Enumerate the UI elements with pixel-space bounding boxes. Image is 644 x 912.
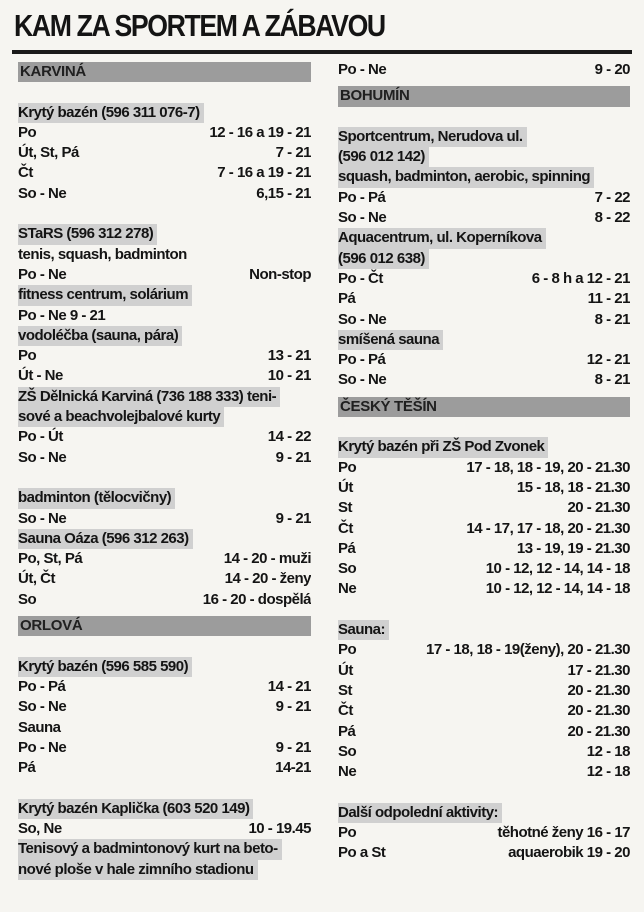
row-label: (596 012 638) [338, 249, 429, 269]
row-label: Krytý bazén Kaplička (603 520 149) [18, 799, 253, 819]
row-label: tenis, squash, badminton [18, 245, 187, 263]
row-label: nové ploše v hale zimního stadionu [18, 860, 258, 880]
row-hours: 14 - 20 - muži [223, 550, 311, 568]
section-heading: KARVINÁ [18, 62, 311, 82]
venue-header-line [338, 147, 630, 167]
row-hours: těhotné ženy 16 - 17 [497, 823, 630, 841]
row-hours: 20 - 21.30 [567, 681, 630, 699]
row-label: (596 012 142) [338, 147, 429, 167]
row-label: Čt [18, 164, 33, 182]
row-hours: 9 - 21 [275, 698, 311, 716]
row-hours: 10 - 12, 12 - 14, 14 - 18 [485, 580, 630, 598]
row-label: St [338, 681, 352, 699]
venue-header-line [18, 799, 311, 819]
venue-header-line [338, 620, 630, 640]
row-label: So - Ne [18, 448, 67, 466]
row-hours: 14 - 20 - ženy [224, 570, 311, 588]
schedule-row [18, 677, 311, 697]
schedule-row [338, 498, 630, 518]
row-label: So - Ne [338, 310, 387, 328]
row-label: Út [338, 661, 353, 679]
spacer [18, 636, 311, 656]
row-hours: 8 - 21 [594, 310, 630, 328]
row-label: So - Ne [18, 698, 67, 716]
schedule-row [18, 590, 311, 610]
spacer [18, 778, 311, 798]
row-label: smíšená sauna [338, 330, 443, 350]
row-label: Po - Ne [338, 61, 387, 78]
row-label: fitness centrum, solárium [18, 285, 192, 305]
schedule-row [338, 579, 630, 599]
row-label: Po - Pá [338, 351, 386, 369]
row-label: So - Ne [18, 184, 67, 202]
spacer [18, 610, 311, 614]
row-hours: 8 - 21 [594, 371, 630, 389]
section-heading: BOHUMÍN [338, 86, 630, 106]
schedule-row [18, 123, 311, 143]
row-label: Po - Út [18, 428, 63, 446]
schedule-row [338, 350, 630, 370]
row-hours: 14 - 22 [267, 428, 311, 446]
schedule-row [18, 549, 311, 569]
row-label: So - Ne [338, 209, 387, 227]
schedule-row [338, 823, 630, 843]
row-label: Po [18, 347, 37, 365]
schedule-row [338, 370, 630, 390]
venue-header-line [18, 407, 311, 427]
left-column [18, 60, 311, 880]
schedule-row [18, 569, 311, 589]
schedule-row [18, 819, 311, 839]
spacer [338, 782, 630, 802]
row-hours: 9 - 20 [594, 61, 630, 78]
row-label: Pá [18, 759, 36, 777]
row-label: Po - Ne [18, 265, 67, 283]
row-label: Po [338, 458, 357, 476]
row-hours: 7 - 16 a 19 - 21 [217, 164, 311, 182]
row-label: vodoléčba (sauna, pára) [18, 326, 182, 346]
row-label: So, Ne [18, 819, 62, 837]
row-label: Ne [338, 763, 357, 781]
schedule-row [18, 306, 311, 326]
row-hours: 10 - 19.45 [248, 819, 311, 837]
row-label: So - Ne [338, 371, 387, 389]
spacer [338, 107, 630, 127]
venue-header-line [18, 387, 311, 407]
schedule-row [338, 559, 630, 579]
row-label: Po - Pá [18, 677, 66, 695]
row-label: STaRS (596 312 278) [18, 224, 157, 244]
row-label: Ne [338, 580, 357, 598]
row-label: Krytý bazén (596 311 076-7) [18, 103, 204, 123]
title-rule [12, 50, 632, 54]
section-heading: ORLOVÁ [18, 616, 311, 636]
venue-header-line [18, 488, 311, 508]
schedule-row [18, 163, 311, 183]
row-label: badminton (tělocvičny) [18, 488, 175, 508]
row-label: Po [338, 641, 357, 659]
row-hours: 20 - 21.30 [567, 722, 630, 740]
schedule-row [18, 448, 311, 468]
schedule-row [18, 738, 311, 758]
row-hours: 13 - 19, 19 - 21.30 [516, 539, 630, 557]
row-label: Sportcentrum, Nerudova ul. [338, 127, 527, 147]
venue-header-line [18, 224, 311, 244]
row-label: Po - Pá [338, 188, 386, 206]
row-hours: 8 - 22 [594, 209, 630, 227]
schedule-row [18, 184, 311, 204]
venue-header-line [338, 127, 630, 147]
row-label: Aquacentrum, ul. Koperníkova [338, 228, 546, 248]
schedule-row [18, 697, 311, 717]
row-label: Út, Čt [18, 570, 55, 588]
row-label: Sauna Oáza (596 312 263) [18, 529, 193, 549]
row-hours: 12 - 18 [586, 763, 630, 781]
schedule-row [18, 143, 311, 163]
spacer [338, 80, 630, 84]
row-label: Po a St [338, 844, 386, 862]
venue-header-line [338, 228, 630, 248]
row-label: ZŠ Dělnická Karviná (736 188 333) teni- [18, 387, 280, 407]
row-label: So [338, 742, 357, 760]
row-hours: 13 - 21 [267, 347, 311, 365]
row-hours: 6 - 8 h a 12 - 21 [531, 269, 630, 287]
schedule-row [18, 718, 311, 738]
schedule-row [338, 640, 630, 660]
row-hours: 14-21 [275, 759, 311, 777]
row-hours: aquaerobik 19 - 20 [508, 844, 630, 862]
row-hours: 10 - 12, 12 - 14, 14 - 18 [485, 560, 630, 578]
row-label: Po - Ne 9 - 21 [18, 306, 106, 324]
row-hours: 15 - 18, 18 - 21.30 [516, 478, 630, 496]
schedule-row [338, 701, 630, 721]
row-label: Út, St, Pá [18, 144, 79, 162]
schedule-row [338, 681, 630, 701]
row-label: Sauna [18, 718, 61, 736]
schedule-row [338, 60, 630, 80]
row-label: Po - Čt [338, 269, 383, 287]
row-label: Sauna: [338, 620, 389, 640]
schedule-row [338, 661, 630, 681]
schedule-row [338, 519, 630, 539]
venue-header-line [18, 657, 311, 677]
schedule-row [338, 843, 630, 863]
schedule-row [338, 539, 630, 559]
row-hours: 12 - 18 [586, 742, 630, 760]
schedule-row [338, 742, 630, 762]
schedule-row [18, 758, 311, 778]
venue-header-line [18, 839, 311, 859]
row-label: squash, badminton, aerobic, spinning [338, 167, 594, 187]
row-hours: 9 - 21 [275, 738, 311, 756]
section-heading: ČESKÝ TĚŠÍN [338, 397, 630, 417]
row-label: St [338, 499, 352, 517]
row-hours: 17 - 21.30 [567, 661, 630, 679]
right-column [338, 60, 630, 864]
row-hours: 6,15 - 21 [256, 184, 311, 202]
row-label: Po [18, 123, 37, 141]
spacer [338, 600, 630, 620]
row-label: Pá [338, 290, 356, 308]
spacer [18, 468, 311, 488]
schedule-row [18, 366, 311, 386]
schedule-row [338, 310, 630, 330]
row-hours: 20 - 21.30 [567, 702, 630, 720]
venue-header-line [18, 326, 311, 346]
venue-header-line [18, 860, 311, 880]
row-hours: 11 - 21 [587, 290, 630, 308]
row-hours: 14 - 17, 17 - 18, 20 - 21.30 [466, 519, 630, 537]
row-label: Čt [338, 702, 353, 720]
schedule-row [18, 509, 311, 529]
row-label: Po - Ne [18, 738, 67, 756]
venue-header-line [18, 529, 311, 549]
schedule-row [18, 346, 311, 366]
schedule-row [338, 458, 630, 478]
row-hours: 14 - 21 [267, 677, 311, 695]
schedule-row [18, 245, 311, 265]
schedule-row [18, 427, 311, 447]
schedule-row [338, 478, 630, 498]
row-hours: 7 - 22 [594, 188, 630, 206]
schedule-row [338, 762, 630, 782]
row-label: Pá [338, 722, 356, 740]
spacer [338, 391, 630, 395]
row-label: sové a beachvolejbalové kurty [18, 407, 224, 427]
row-label: So - Ne [18, 509, 67, 527]
row-label: Tenisový a badmintonový kurt na beto- [18, 839, 282, 859]
schedule-row [18, 265, 311, 285]
schedule-row [338, 722, 630, 742]
row-hours: 20 - 21.30 [567, 499, 630, 517]
row-label: Čt [338, 519, 353, 537]
row-label: So [338, 560, 357, 578]
venue-header-line [338, 803, 630, 823]
row-hours: 9 - 21 [275, 509, 311, 527]
row-hours: 12 - 16 a 19 - 21 [209, 123, 311, 141]
row-hours: 17 - 18, 18 - 19(ženy), 20 - 21.30 [426, 641, 630, 659]
row-label: Další odpolední aktivity: [338, 803, 502, 823]
schedule-row [338, 208, 630, 228]
page-title: KAM ZA SPORTEM A ZÁBAVOU [14, 8, 385, 43]
spacer [18, 82, 311, 102]
row-hours: 16 - 20 - dospělá [202, 590, 311, 608]
row-hours: 7 - 21 [275, 144, 311, 162]
row-label: Pá [338, 539, 356, 557]
row-hours: Non-stop [249, 265, 311, 283]
spacer [18, 204, 311, 224]
venue-header-line [18, 285, 311, 305]
venue-header-line [338, 330, 630, 350]
row-hours: 10 - 21 [267, 367, 311, 385]
schedule-row [338, 188, 630, 208]
row-label: Po, St, Pá [18, 550, 83, 568]
row-hours: 9 - 21 [275, 448, 311, 466]
schedule-row [338, 269, 630, 289]
row-hours: 17 - 18, 18 - 19, 20 - 21.30 [466, 458, 630, 476]
venue-header-line [18, 103, 311, 123]
row-label: So [18, 590, 37, 608]
venue-header-line [338, 437, 630, 457]
row-label: Krytý bazén při ZŠ Pod Zvonek [338, 437, 548, 457]
row-hours: 12 - 21 [586, 351, 630, 369]
schedule-row [338, 289, 630, 309]
row-label: Krytý bazén (596 585 590) [18, 657, 192, 677]
spacer [338, 417, 630, 437]
venue-header-line [338, 167, 630, 187]
row-label: Po [338, 823, 357, 841]
row-label: Út [338, 478, 353, 496]
venue-header-line [338, 249, 630, 269]
row-label: Út - Ne [18, 367, 63, 385]
